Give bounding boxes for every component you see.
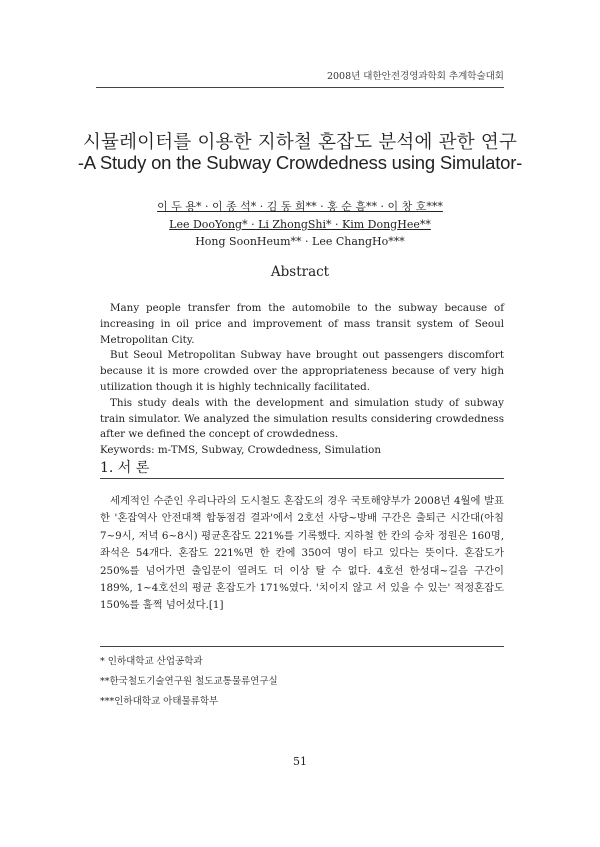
abstract-paragraph: Many people transfer from the automobile to the subway because of increasing in oil price and improvement of mass transit system of Seoul Metropolitan City.: [100, 302, 504, 346]
section-heading: 1. 서 론: [100, 460, 150, 476]
title-english: -A Study on the Subway Crowdedness using Simulator-: [77, 152, 523, 173]
section-divider: [100, 478, 504, 479]
abstract-heading: Abstract: [270, 264, 330, 280]
footnote-divider: [100, 646, 504, 647]
footnotes: [100, 652, 504, 712]
author-block: [0, 198, 600, 251]
abstract-paragraph: But Seoul Metropolitan Subway have brought out passengers discomfort because it is more crowded over the appropriateness because of very high utilization though it is highly technically facilitated.: [100, 349, 504, 393]
section-paragraph: 세계적인 수준인 우리나라의 도시철도 혼잡도의 경우 국토해양부가 2008년 4월에 발표한 '혼잡역사 안전대책 합동점검 결과'에서 2호선 사당~방배 구간은 출퇴근 시간대(아침 7~9시, 저녁 6~8시) 평균혼잡도 221%를 기록했다. 지하철 한 칸의 승차 정원은 160명, 좌석은 54개다. 혼잡도 221%면 한 칸에 350여 명이 타고 있다는 뜻이다. 혼잡도가 250%를 넘어가면 출입문이 열려도 더 이상 탈 수 없다. 4호선 한성대~길음 구간이 189%, 1~4호선의 평균 혼잡도가 171%였다. '치이지 않고 서 있을 수 있는' 적정혼잡도 150%를 훌쩍 넘어섰다.[1]: [100, 495, 504, 612]
header-divider: [96, 87, 504, 88]
footnote-item: **한국철도기술연구원 철도교통물류연구실: [100, 676, 278, 687]
abstract-paragraph: This study deals with the development and simulation study of subway train simulator. We analyzed the simulation results considering crowdedness after we defined the concept of crowdedness.: [100, 396, 504, 441]
keywords: Keywords: m-TMS, Subway, Crowdedness, Simulation: [100, 444, 381, 457]
authors-english-line1: Lee DooYong* · Li ZhongShi* · Kim DongHee**: [169, 217, 431, 231]
abstract-body: [100, 301, 504, 459]
footnote-item: * 인하대학교 산업공학과: [100, 656, 203, 667]
section-body: [100, 493, 504, 615]
running-header: 2008년 대한안전경영과학회 추계학술대회: [326, 71, 504, 82]
authors-korean: 이 두 용* · 이 종 석* · 김 동 희** · 홍 순 흠** · 이 창 호***: [157, 200, 443, 213]
footnote-item: ***인하대학교 아태물류학부: [100, 696, 219, 707]
title-korean: 시뮬레이터를 이용한 지하철 혼잡도 분석에 관한 연구: [82, 132, 518, 153]
authors-english-line2: Hong SoonHeum** · Lee ChangHo***: [195, 235, 405, 248]
page-number: 51: [293, 755, 307, 768]
